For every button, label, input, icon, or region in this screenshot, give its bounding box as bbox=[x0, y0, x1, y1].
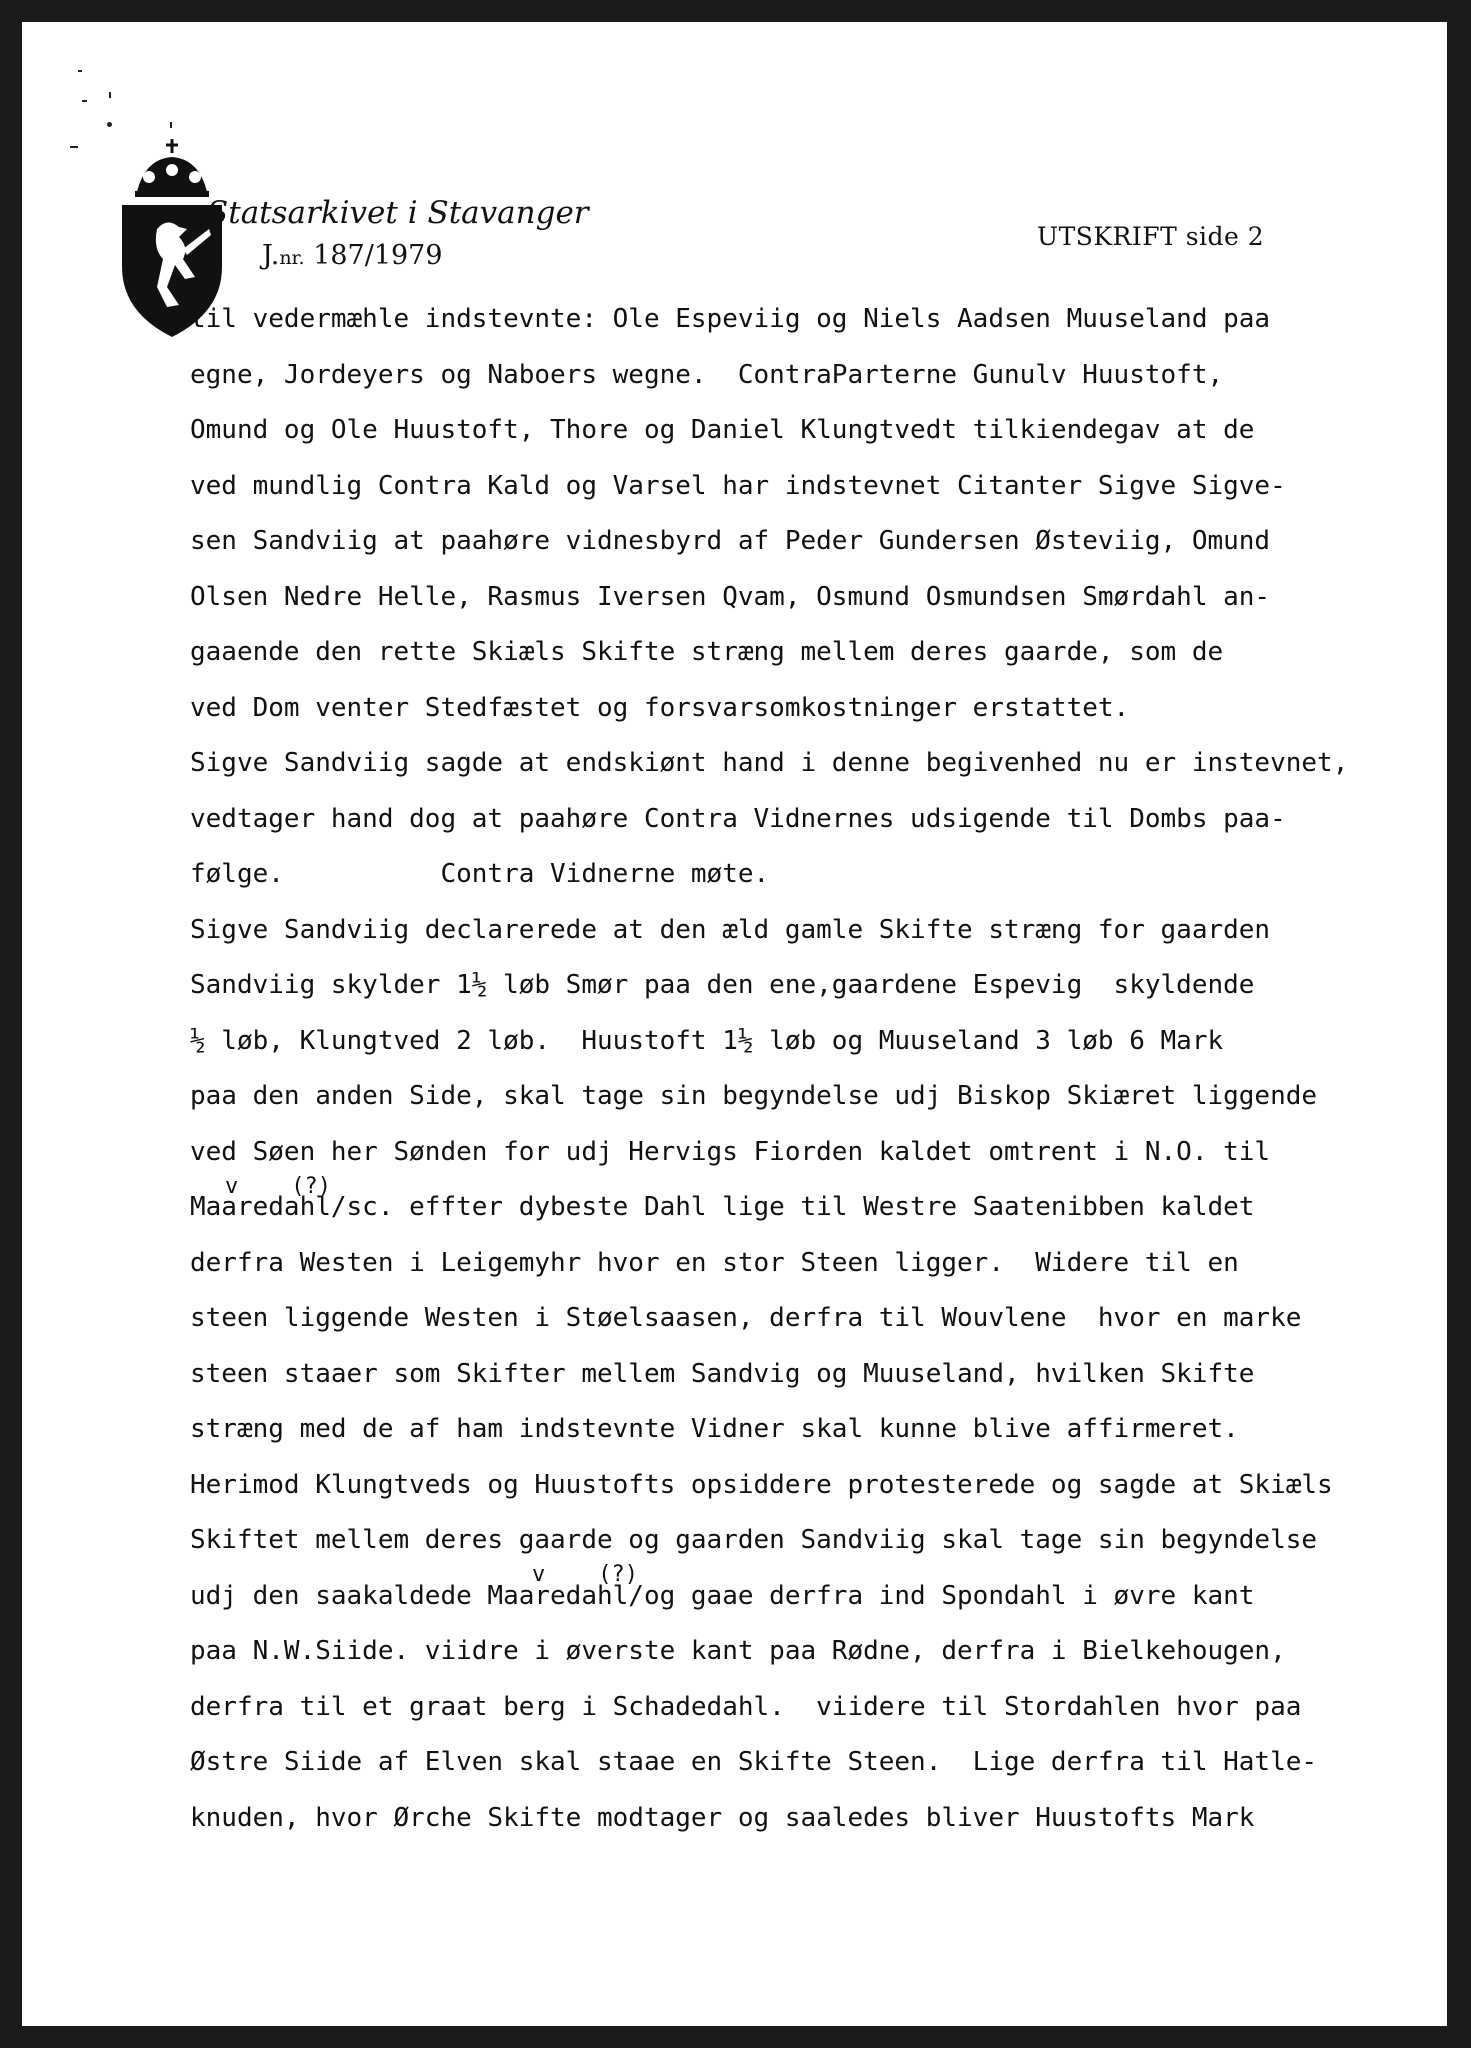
text-line: vedtager hand dog at paahøre Contra Vidnernes udsigende til Dombs paa- bbox=[190, 804, 1286, 834]
text-line: Skiftet mellem deres gaarde og gaarden Sandviig skal tage sin begyndelse bbox=[190, 1525, 1318, 1555]
text-line: steen staaer som Skifter mellem Sandvig og Muuseland, hvilken Skifte bbox=[190, 1359, 1255, 1389]
text-line: sen Sandviig at paahøre vidnesbyrd af Peder Gundersen Østeviig, Omund bbox=[190, 526, 1271, 556]
text-line: steen liggende Westen i Støelsaasen, derfra til Wouvlene hvor en marke bbox=[190, 1303, 1302, 1333]
text-line: stræng med de af ham indstevnte Vidner skal kunne blive affirmeret. bbox=[190, 1414, 1239, 1444]
journal-prefix: J. bbox=[262, 240, 280, 271]
text-line: derfra Westen i Leigemyhr hvor en stor Steen ligger. Widere til en bbox=[190, 1248, 1239, 1278]
text-line: til vedermæhle indstevnte: Ole Espeviig og Niels Aadsen Muuseland paa bbox=[190, 304, 1271, 334]
text-line: paa N.W.Siide. viidre i øverste kant paa Rødne, derfra i Bielkehougen, bbox=[190, 1636, 1286, 1666]
text-line: Olsen Nedre Helle, Rasmus Iversen Qvam, Osmund Osmundsen Smørdahl an- bbox=[190, 582, 1271, 612]
transcript-body bbox=[22, 22, 1447, 2026]
text-line: egne, Jordeyers og Naboers wegne. ContraParterne Gunulv Huustoft, bbox=[190, 360, 1224, 390]
text-line: udj den saakaldede Maaredahl/og gaae derfra ind Spondahl i øvre kant bbox=[190, 1581, 1255, 1611]
text-line: følge. Contra Vidnerne møte. bbox=[190, 859, 770, 889]
text-line: Sigve Sandviig sagde at endskiønt hand i denne begivenhed nu er instevnet, bbox=[190, 748, 1349, 778]
text-line: Omund og Ole Huustoft, Thore og Daniel Klungtvedt tilkiendegav at de bbox=[190, 415, 1255, 445]
text-line: knuden, hvor Ørche Skifte modtager og saaledes bliver Huustofts Mark bbox=[190, 1803, 1255, 1833]
text-line: Sandviig skylder 1½ løb Smør paa den ene,gaardene Espevig skyldende bbox=[190, 970, 1255, 1000]
text-line: Østre Siide af Elven skal staae en Skifte Steen. Lige derfra til Hatle- bbox=[190, 1747, 1318, 1777]
journal-value: 187/1979 bbox=[313, 240, 443, 271]
text-line: derfra til et graat berg i Schadedahl. viidere til Stordahlen hvor paa bbox=[190, 1692, 1302, 1722]
text-line: ½ løb, Klungtved 2 løb. Huustoft 1½ løb og Muuseland 3 løb 6 Mark bbox=[190, 1026, 1224, 1056]
text-line: ved mundlig Contra Kald og Varsel har indstevnet Citanter Sigve Sigve- bbox=[190, 471, 1286, 501]
interlinear-annotation: v (?) bbox=[225, 1174, 331, 1199]
document-page bbox=[22, 22, 1447, 2026]
page-label: UTSKRIFT side 2 bbox=[1037, 222, 1265, 251]
text-line: paa den anden Side, skal tage sin begyndelse udj Biskop Skiæret liggende bbox=[190, 1081, 1318, 1111]
archive-name: Statsarkivet i Stavanger bbox=[207, 195, 589, 231]
text-line: ved Dom venter Stedfæstet og forsvarsomkostninger erstattet. bbox=[190, 693, 1130, 723]
text-line: ved Søen her Sønden for udj Hervigs Fiorden kaldet omtrent i N.O. til bbox=[190, 1137, 1271, 1167]
text-line: Herimod Klungtveds og Huustofts opsiddere protesterede og sagde at Skiæls bbox=[190, 1470, 1333, 1500]
interlinear-annotation: v (?) bbox=[532, 1562, 638, 1587]
text-line: gaaende den rette Skiæls Skifte stræng mellem deres gaarde, som de bbox=[190, 637, 1224, 667]
journal-superscript: nr. bbox=[279, 247, 305, 269]
text-line: Sigve Sandviig declarerede at den æld gamle Skifte stræng for gaarden bbox=[190, 915, 1271, 945]
text-line: Maaredahl/sc. effter dybeste Dahl lige til Westre Saatenibben kaldet bbox=[190, 1192, 1255, 1222]
